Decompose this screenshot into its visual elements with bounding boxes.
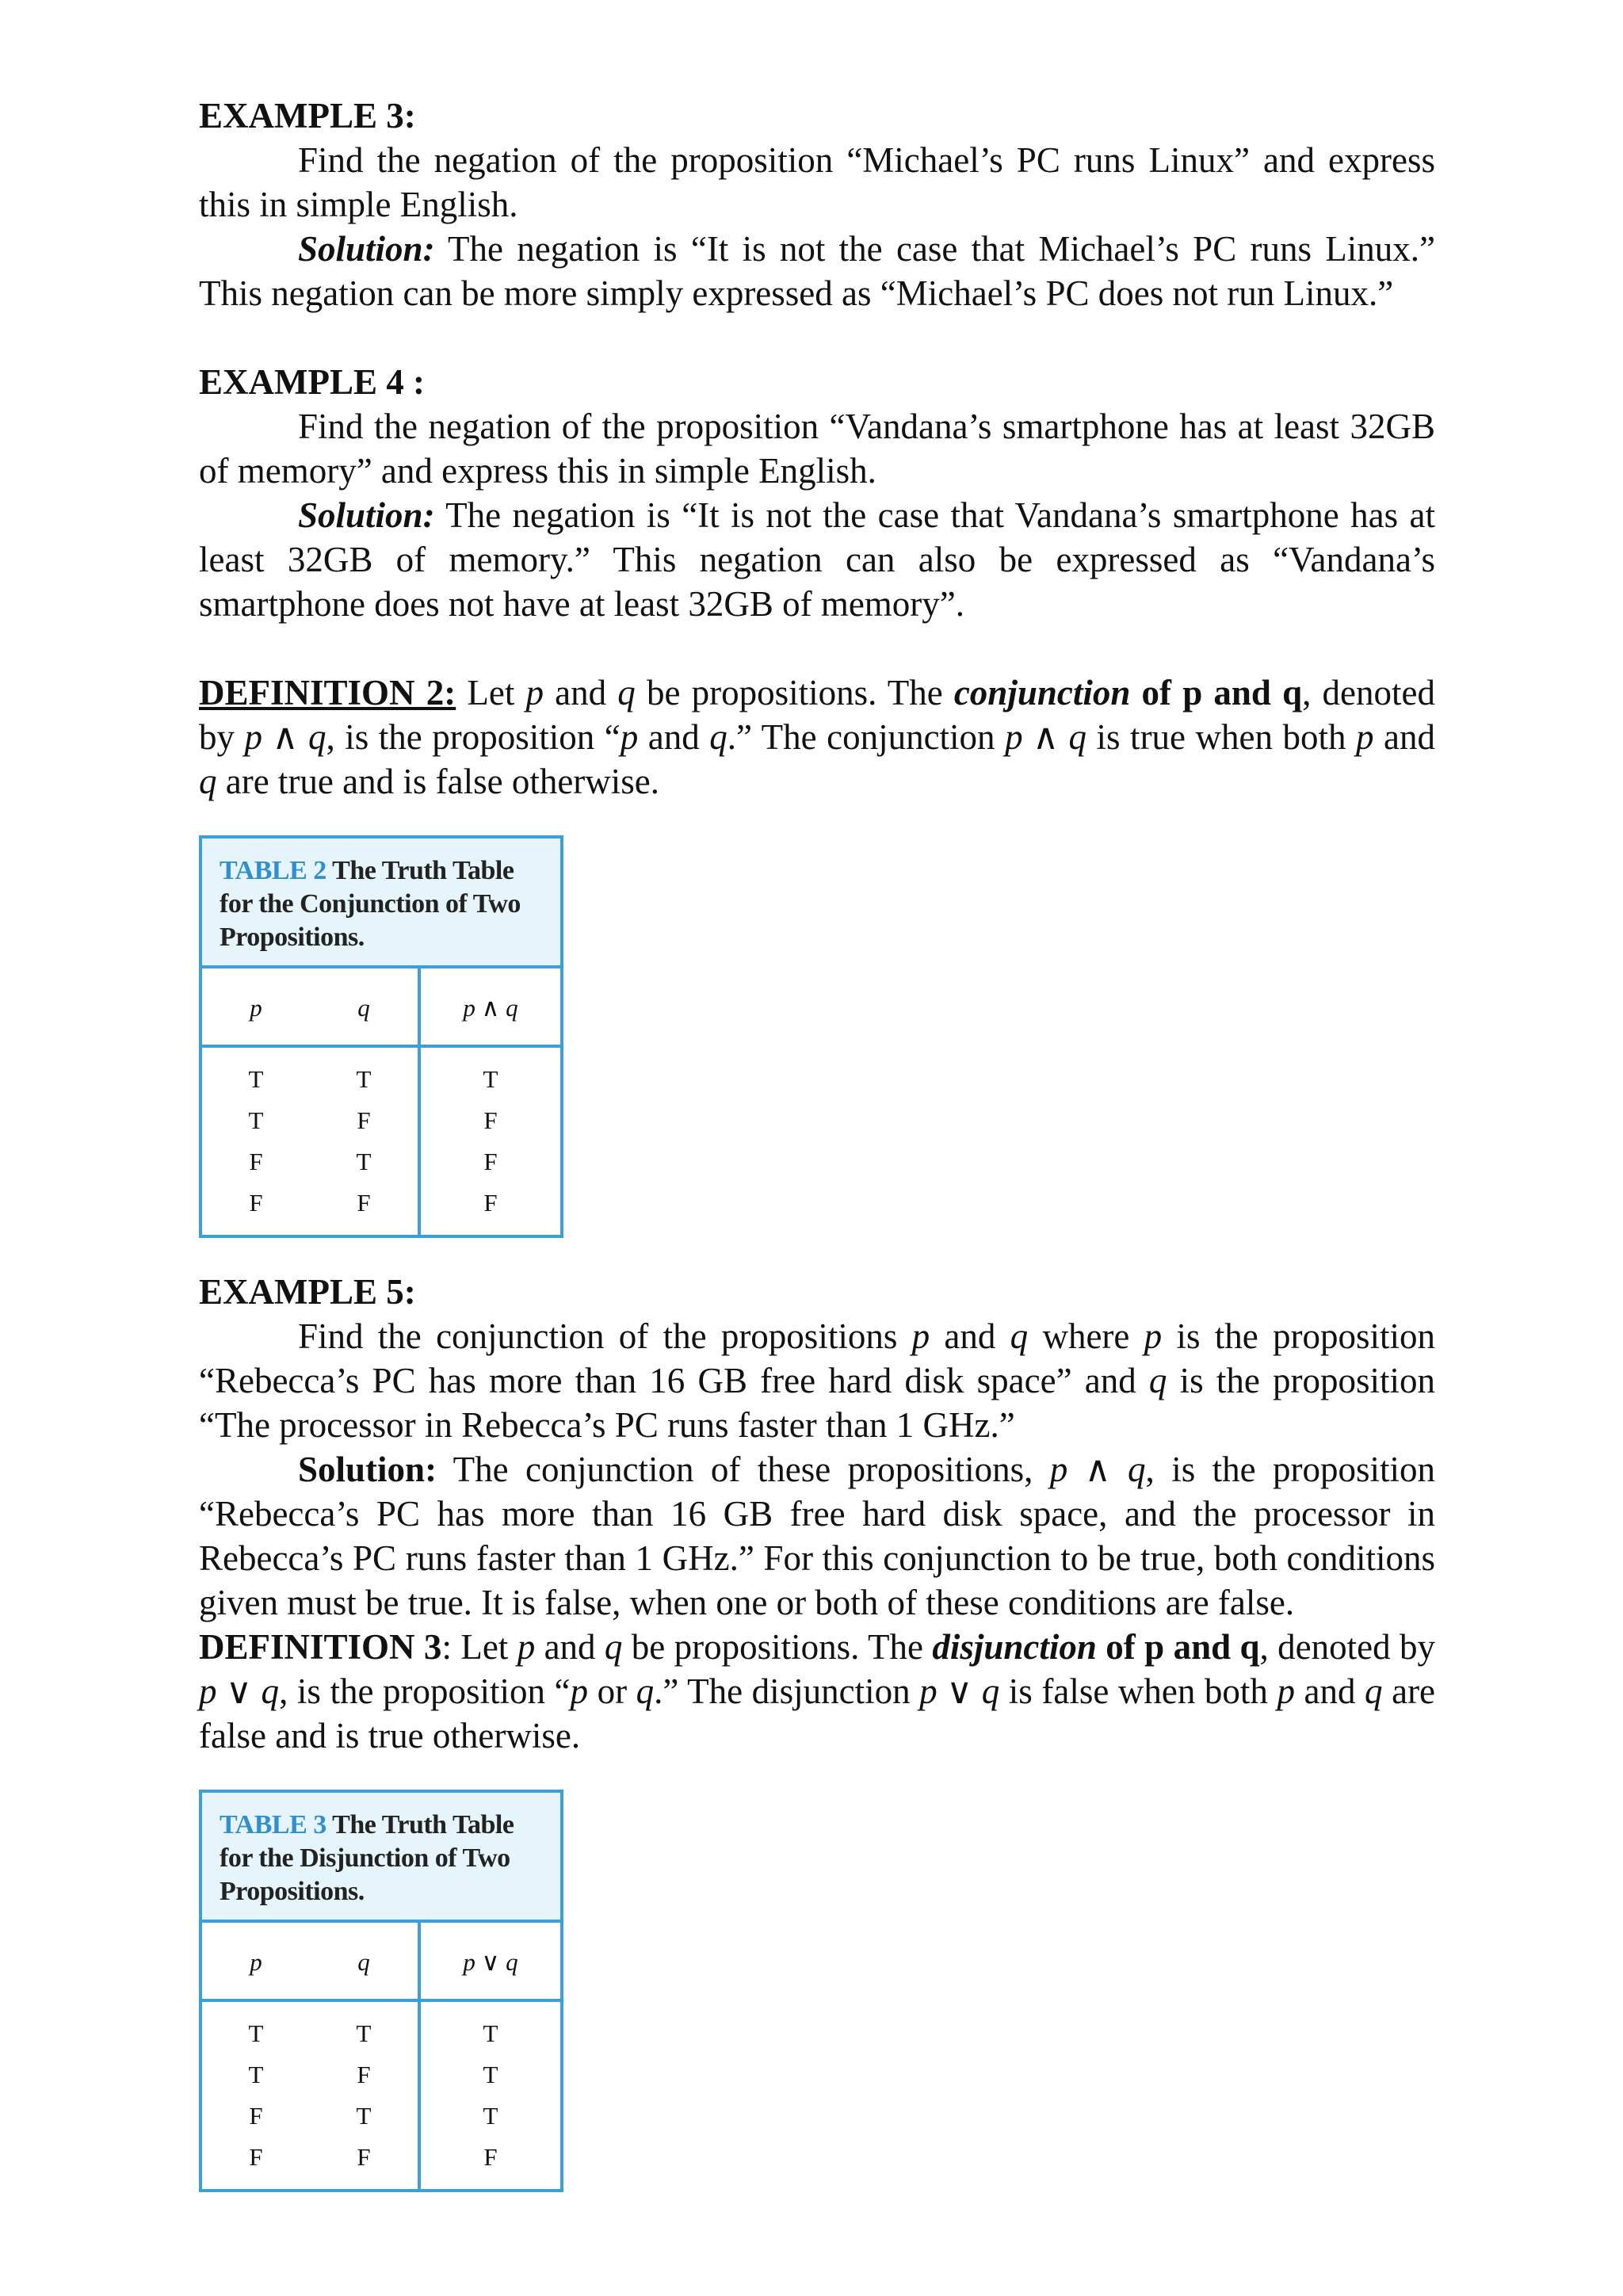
text-fragment: .” The disjunction bbox=[654, 1671, 920, 1711]
column-header: p ∧ q bbox=[418, 968, 560, 1048]
table-cell: F bbox=[249, 1189, 263, 1217]
table-cell: T bbox=[418, 2002, 560, 2054]
example-5-heading: EXAMPLE 5: bbox=[199, 1272, 416, 1312]
expr-conjunction: p ∧ q bbox=[244, 717, 327, 757]
text-fragment: is true when both bbox=[1086, 717, 1357, 757]
table-grid bbox=[202, 1923, 560, 2189]
example-3-heading: EXAMPLE 3: bbox=[199, 96, 416, 136]
table-cell: F bbox=[357, 2143, 371, 2171]
table-cell: F bbox=[418, 1100, 560, 1141]
var-p: p bbox=[1277, 1671, 1295, 1711]
table-caption bbox=[202, 1793, 560, 1923]
definition-2-label: DEFINITION 2: bbox=[199, 673, 456, 712]
text-fragment: Let bbox=[456, 673, 526, 712]
table-cell: F bbox=[249, 2143, 263, 2171]
table-cell: T bbox=[248, 2019, 264, 2047]
expr-conjunction: p ∧ q bbox=[1049, 1450, 1146, 1489]
var-q: q bbox=[1365, 1671, 1383, 1711]
table-cell: T bbox=[248, 2061, 264, 2088]
expr-disjunction: p ∨ q bbox=[199, 1671, 280, 1711]
solution-label: Solution: bbox=[298, 229, 435, 269]
text-fragment: and bbox=[930, 1316, 1010, 1356]
solution-label: Solution: bbox=[298, 495, 435, 535]
text-fragment: and bbox=[638, 717, 710, 757]
solution-text: The negation is “It is not the case that Michael’s PC runs Linux.” This negation can be more simply expressed as “Michael’s PC does not run Linux.” bbox=[199, 229, 1435, 313]
text-fragment: Let bbox=[451, 1627, 517, 1667]
text-fragment: and bbox=[535, 1627, 605, 1667]
text-fragment: is the proposition “The processor in Rebecca’s PC runs faster than 1 GHz.” bbox=[199, 1361, 1435, 1445]
var-p: p bbox=[525, 673, 544, 712]
var-p: p bbox=[620, 717, 639, 757]
var-q: q bbox=[604, 1627, 623, 1667]
table-cell: F bbox=[418, 1141, 560, 1182]
column-header: p ∨ q bbox=[418, 1923, 560, 2002]
column-header: q bbox=[310, 1923, 418, 2002]
table-cell: T bbox=[356, 2019, 372, 2047]
example-5-solution bbox=[199, 1447, 1435, 1625]
table-cell: F bbox=[418, 2137, 560, 2189]
var-q: q bbox=[636, 1671, 655, 1711]
text-fragment: of p and q bbox=[1096, 1627, 1260, 1667]
var-p: p bbox=[911, 1316, 930, 1356]
definition-3-label: DEFINITION 3 bbox=[199, 1627, 442, 1667]
table-cell: T bbox=[356, 2102, 372, 2130]
solution-label: Solution: bbox=[298, 1450, 437, 1489]
text-fragment: and bbox=[1373, 717, 1436, 757]
table-cell: T bbox=[418, 1048, 560, 1100]
truth-table-conjunction bbox=[199, 835, 563, 1238]
text-fragment: , denoted by bbox=[1259, 1627, 1436, 1667]
var-q: q bbox=[617, 673, 636, 712]
example-5-question bbox=[199, 1314, 1435, 1447]
table-cell: F bbox=[357, 1189, 371, 1217]
var-p: p bbox=[570, 1671, 589, 1711]
table-caption bbox=[202, 839, 560, 968]
text-fragment: is the proposition “Rebecca’s PC has more than 16 GB free hard disk space” and bbox=[199, 1316, 1436, 1400]
text-fragment: .” The conjunction bbox=[727, 717, 1006, 757]
text-fragment: be propositions. The bbox=[622, 1627, 933, 1667]
var-p: p bbox=[1356, 717, 1374, 757]
var-p: p bbox=[517, 1627, 536, 1667]
table-cell: T bbox=[356, 1065, 372, 1093]
var-q: q bbox=[1148, 1361, 1167, 1400]
text-fragment: , is the proposition “ bbox=[326, 717, 621, 757]
table-caption-text: The Truth Table for the Conjunction of Two Propositions. bbox=[220, 856, 521, 952]
example-4-question: Find the negation of the proposition “Vandana’s smartphone has at least 32GB of memory” and express this in simple English. bbox=[199, 407, 1435, 491]
solution-text: The negation is “It is not the case that Vandana’s smartphone has at least 32GB of memory.” This negation can also be expressed as “Vandana’s smartphone does not have at least 32GB of memory”. bbox=[199, 495, 1435, 624]
column-header: p bbox=[202, 968, 310, 1048]
text-fragment: are true and is false otherwise. bbox=[216, 762, 660, 801]
table-cell: F bbox=[418, 1182, 560, 1235]
text-fragment: The conjunction of these propositions, bbox=[437, 1450, 1050, 1489]
text-fragment: and bbox=[544, 673, 618, 712]
definition-2 bbox=[199, 670, 1435, 804]
table-cell: F bbox=[357, 1106, 371, 1134]
text-fragment: is false when both bbox=[999, 1671, 1277, 1711]
var-p: p bbox=[1144, 1316, 1163, 1356]
text-fragment: are false and is true otherwise. bbox=[199, 1671, 1436, 1755]
var-q: q bbox=[199, 762, 217, 801]
table-cell: F bbox=[249, 1148, 263, 1175]
example-3-question: Find the negation of the proposition “Michael’s PC runs Linux” and express this in simple English. bbox=[199, 140, 1435, 224]
table-cell: T bbox=[418, 2054, 560, 2095]
var-q: q bbox=[1010, 1316, 1029, 1356]
table-cell: T bbox=[248, 1106, 264, 1134]
column-header: p bbox=[202, 1923, 310, 2002]
text-fragment: , denoted by bbox=[199, 673, 1436, 757]
column-header: q bbox=[310, 968, 418, 1048]
table-number: TABLE 3 bbox=[220, 1810, 327, 1839]
example-3-solution bbox=[199, 227, 1435, 315]
text-fragment: and bbox=[1294, 1671, 1365, 1711]
term-conjunction: conjunction bbox=[953, 673, 1131, 712]
text-fragment: where bbox=[1028, 1316, 1144, 1356]
var-q: q bbox=[709, 717, 727, 757]
text-fragment: be propositions. The bbox=[635, 673, 954, 712]
example-4-heading: EXAMPLE 4 : bbox=[199, 362, 425, 402]
table-cell: F bbox=[249, 2102, 263, 2130]
table-cell: T bbox=[418, 2095, 560, 2137]
table-cell: T bbox=[248, 1065, 264, 1093]
truth-table-disjunction bbox=[199, 1790, 563, 2192]
text-fragment: , is the proposition “ bbox=[279, 1671, 571, 1711]
table-cell: F bbox=[357, 2061, 371, 2088]
expr-conjunction: p ∧ q bbox=[1005, 717, 1087, 757]
definition-3 bbox=[199, 1625, 1435, 1758]
expr-disjunction: p ∨ q bbox=[919, 1671, 1000, 1711]
term-disjunction: disjunction bbox=[932, 1627, 1097, 1667]
text-fragment: of p and q bbox=[1130, 673, 1303, 712]
example-4-solution bbox=[199, 493, 1435, 626]
text-fragment: or bbox=[588, 1671, 636, 1711]
table-caption-text: The Truth Table for the Disjunction of Two Propositions. bbox=[220, 1810, 514, 1906]
text-fragment: Find the conjunction of the propositions bbox=[298, 1316, 912, 1356]
text-fragment: : bbox=[441, 1627, 452, 1667]
document-page bbox=[199, 94, 1435, 2224]
table-grid bbox=[202, 968, 560, 1235]
table-number: TABLE 2 bbox=[220, 856, 327, 885]
text-fragment: , is the proposition “Rebecca’s PC has more than 16 GB free hard disk space, and the processor in Rebecca’s PC runs faster than 1 GHz.” For this conjunction to be true, both conditions given must be true. It is false, when one or both of these conditions are false. bbox=[199, 1450, 1435, 1622]
table-cell: T bbox=[356, 1148, 372, 1175]
